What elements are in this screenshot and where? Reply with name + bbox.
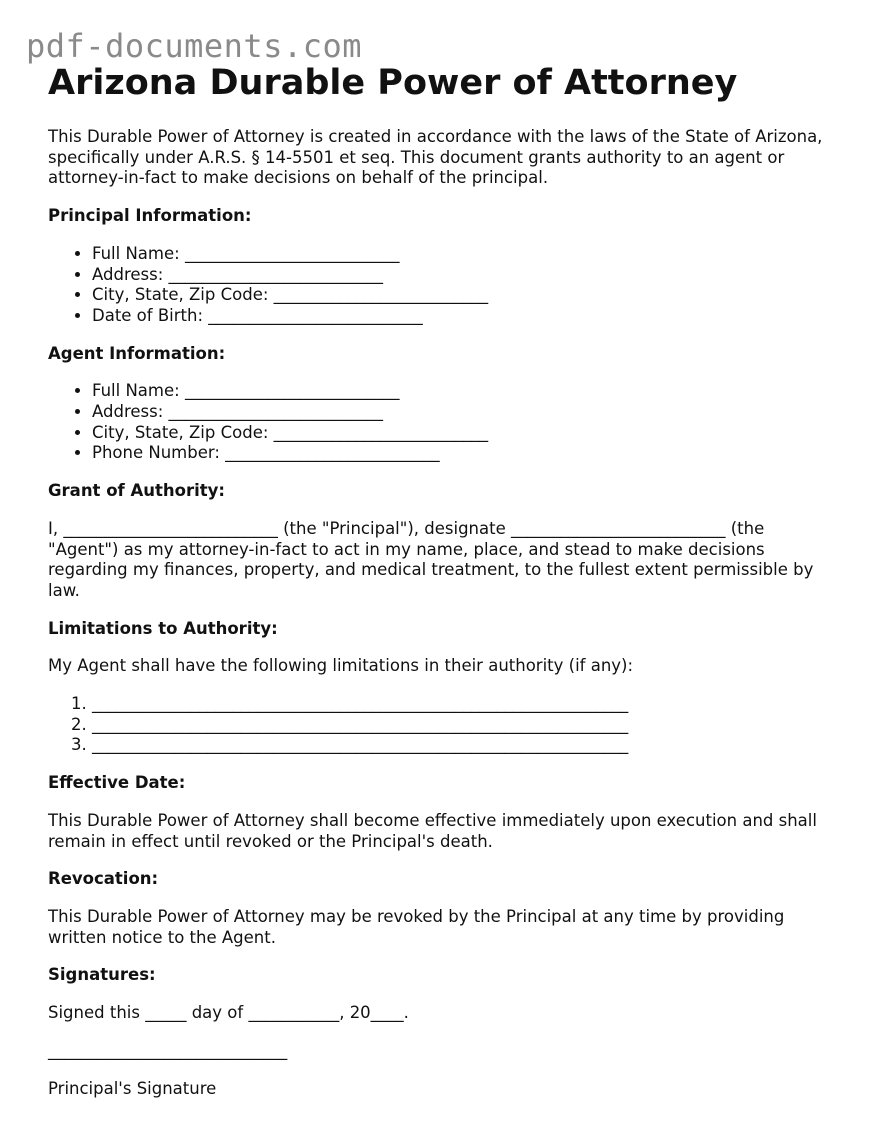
grant-paragraph: I, __________________________ (the "Principal"), designate __________________________ (the "Agent") as my attorney-in-fact to act in my name, place, and stead to make decisions regarding my finances, property, and medical treatment, to the fullest extent permissible by law. [48, 518, 814, 600]
limitation-item: 2. _________________________________________________________________ [92, 715, 838, 736]
signed-date-line: Signed this _____ day of ___________, 20____. [48, 1003, 409, 1023]
principal-full-name-field: • Full Name: __________________________ [92, 244, 838, 265]
limitations-heading: Limitations to Authority: [48, 618, 278, 638]
principal-city-state-zip-field: • City, State, Zip Code: __________________________ [92, 285, 838, 306]
document-page [48, 62, 838, 1099]
principal-fields-list [48, 244, 838, 327]
revocation-paragraph: This Durable Power of Attorney may be revoked by the Principal at any time by providing written notice to the Agent. [48, 906, 785, 947]
agent-address-field: • Address: __________________________ [92, 402, 838, 423]
document-title: Arizona Durable Power of Attorney [48, 63, 738, 103]
grant-heading: Grant of Authority: [48, 481, 225, 501]
limitation-item: 1. _________________________________________________________________ [92, 694, 838, 715]
revocation-heading: Revocation: [48, 869, 159, 889]
agent-full-name-field: • Full Name: __________________________ [92, 381, 838, 402]
principal-signature-line: _____________________________ [48, 1040, 288, 1060]
principal-date-of-birth-field: • Date of Birth: __________________________ [92, 306, 838, 327]
principal-signature-label: Principal's Signature [48, 1078, 217, 1098]
effective-date-heading: Effective Date: [48, 773, 186, 793]
effective-date-paragraph: This Durable Power of Attorney shall become effective immediately upon execution and shall remain in effect until revoked or the Principal's death. [48, 810, 817, 851]
watermark-text: pdf-documents.com [26, 27, 363, 65]
limitation-item: 3. _________________________________________________________________ [92, 735, 838, 756]
limitations-paragraph: My Agent shall have the following limitations in their authority (if any): [48, 656, 634, 676]
agent-fields-list [48, 381, 838, 464]
signatures-heading: Signatures: [48, 965, 156, 985]
intro-paragraph: This Durable Power of Attorney is created in accordance with the laws of the State of Arizona, specifically under A.R.S. § 14-5501 et seq. This document grants authority to an agent or attorney-in-fact to make decisions on behalf of the principal. [48, 127, 823, 188]
agent-phone-number-field: • Phone Number: __________________________ [92, 443, 838, 464]
agent-city-state-zip-field: • City, State, Zip Code: __________________________ [92, 423, 838, 444]
agent-heading: Agent Information: [48, 343, 226, 363]
principal-heading: Principal Information: [48, 206, 252, 226]
limitations-list [48, 694, 838, 756]
principal-address-field: • Address: __________________________ [92, 265, 838, 286]
